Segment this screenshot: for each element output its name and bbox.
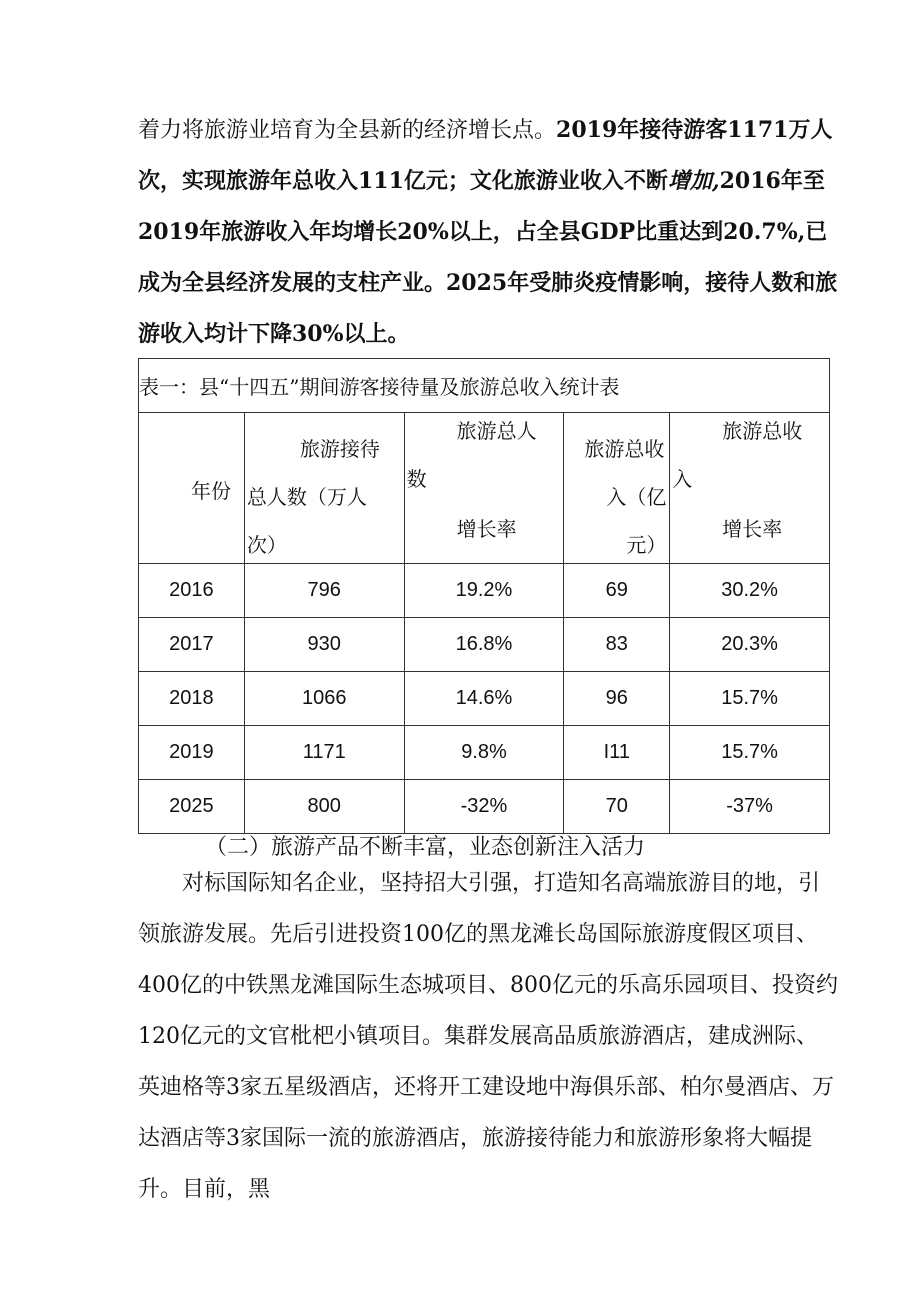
cell-revenue: 83 xyxy=(564,618,670,672)
cell-visitor-growth: -32% xyxy=(404,780,564,834)
cell-year: 2016 xyxy=(139,564,245,618)
header-visitors-line1: 旅游接待 xyxy=(299,437,380,461)
header-revenue xyxy=(564,413,670,564)
statistics-table xyxy=(138,358,830,834)
table-row xyxy=(139,726,830,780)
cell-visitor-growth: 9.8% xyxy=(404,726,564,780)
cell-revenue-growth: 30.2% xyxy=(670,564,830,618)
paragraph-1-part-d: 2016年至2019年旅游收入年均增长20%以上，占全县GDP比重达到20.7%,已成为全县经济发展的支柱产业。2025年受肺炎疫情影响，接待人数和旅游收入均计下降30%以上。 xyxy=(138,168,838,347)
header-revenue-line3: 元） xyxy=(626,533,667,557)
header-visitors-line2: 总人数（万人 xyxy=(246,485,367,509)
cell-revenue-growth: 15.7% xyxy=(670,672,830,726)
table-header-row xyxy=(139,413,830,564)
header-visitor-growth-line1: 旅游总人 xyxy=(456,419,537,443)
paragraph-1-part-a: 着力将旅游业培育为全县新的经济增长点。 xyxy=(138,118,557,143)
cell-revenue-growth: 20.3% xyxy=(670,618,830,672)
cell-visitor-growth: 14.6% xyxy=(404,672,564,726)
header-revenue-line1: 旅游总收 xyxy=(584,437,665,461)
cell-revenue: I11 xyxy=(564,726,670,780)
table-row xyxy=(139,618,830,672)
table-row xyxy=(139,564,830,618)
cell-visitors: 796 xyxy=(244,564,404,618)
header-visitors-line3: 次） xyxy=(246,533,287,557)
cell-year: 2017 xyxy=(139,618,245,672)
paragraph-1-part-b: 2019年接待游客1171万人次，实现旅游年总收入111亿元；文化旅游业收入不断 xyxy=(138,117,833,194)
cell-revenue-growth: -37% xyxy=(670,780,830,834)
cell-year: 2019 xyxy=(139,726,245,780)
header-visitor-growth-line2: 数 xyxy=(406,467,427,491)
section-heading: （二）旅游产品不断丰富，业态创新注入活力 xyxy=(205,835,646,860)
header-visitor-growth xyxy=(404,413,564,564)
cell-visitors: 800 xyxy=(244,780,404,834)
header-revenue-growth xyxy=(670,413,830,564)
cell-year: 2018 xyxy=(139,672,245,726)
cell-revenue: 96 xyxy=(564,672,670,726)
table-caption: 表一：县“十四五”期间游客接待量及旅游总收入统计表 xyxy=(139,359,830,413)
cell-visitors: 1066 xyxy=(244,672,404,726)
header-revenue-growth-line2: 入 xyxy=(672,467,693,491)
cell-visitor-growth: 16.8% xyxy=(404,618,564,672)
header-year-label: 年份 xyxy=(191,479,231,503)
cell-visitors: 1171 xyxy=(244,726,404,780)
header-visitor-growth-line3: 增长率 xyxy=(456,517,517,541)
cell-visitor-growth: 19.2% xyxy=(404,564,564,618)
paragraph-1-emphasis: 增加, xyxy=(667,168,720,194)
header-visitors xyxy=(244,413,404,564)
cell-revenue: 70 xyxy=(564,780,670,834)
cell-revenue: 69 xyxy=(564,564,670,618)
paragraph-1 xyxy=(138,105,838,360)
cell-revenue-growth: 15.7% xyxy=(670,726,830,780)
cell-year: 2025 xyxy=(139,780,245,834)
header-revenue-growth-line1: 旅游总收 xyxy=(722,419,803,443)
table-row xyxy=(139,672,830,726)
paragraph-2: 对标国际知名企业，坚持招大引强，打造知名高端旅游目的地，引领旅游发展。先后引进投资100亿的黑龙滩长岛国际旅游度假区项目、400亿的中铁黑龙滩国际生态城项目、800亿元的乐高乐园项目、投资约120亿元的文官枇杷小镇项目。集群发展高品质旅游酒店，建成洲际、英迪格等3家五星级酒店，还将开工建设地中海俱乐部、柏尔曼酒店、万达酒店等3家国际一流的旅游酒店，旅游接待能力和旅游形象将大幅提升。目前，黑 xyxy=(138,871,838,1202)
header-revenue-line2: 入（亿 xyxy=(606,485,667,509)
cell-visitors: 930 xyxy=(244,618,404,672)
header-revenue-growth-line3: 增长率 xyxy=(722,517,783,541)
header-year xyxy=(139,413,245,564)
